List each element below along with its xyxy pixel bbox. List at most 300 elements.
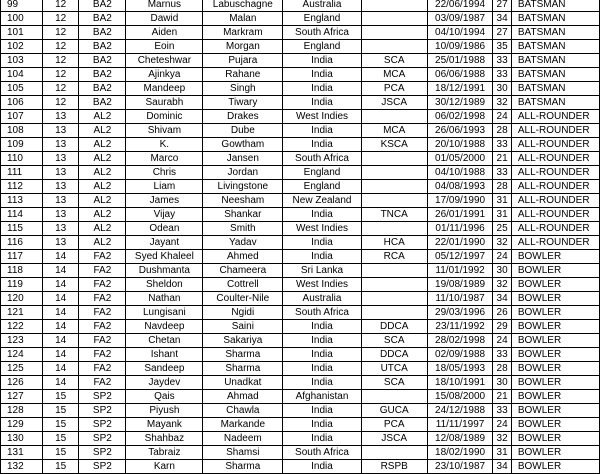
- sr-no-cell: 108: [1, 124, 43, 138]
- state-association-cell: [361, 152, 427, 166]
- table-row: [1, 404, 600, 418]
- set-code-cell: AL2: [79, 194, 126, 208]
- surname-cell: Drakes: [203, 110, 283, 124]
- dob-cell: 19/08/1989: [427, 278, 493, 292]
- dob-cell: 04/10/1988: [427, 166, 493, 180]
- table-row: [1, 194, 600, 208]
- specialism-cell: BOWLER: [511, 250, 599, 264]
- table-row: [1, 236, 600, 250]
- dob-cell: 24/12/1988: [427, 404, 493, 418]
- surname-cell: Yadav: [203, 236, 283, 250]
- sr-no-cell: 130: [1, 432, 43, 446]
- sr-no-cell: 102: [1, 40, 43, 54]
- first-name-cell: Ishant: [126, 348, 203, 362]
- set-no-cell: 14: [42, 306, 78, 320]
- first-name-cell: Lungisani: [126, 306, 203, 320]
- specialism-cell: ALL-ROUNDER: [511, 110, 599, 124]
- first-name-cell: Odean: [126, 222, 203, 236]
- state-association-cell: DDCA: [361, 320, 427, 334]
- sr-no-cell: 132: [1, 460, 43, 474]
- specialism-cell: BOWLER: [511, 292, 599, 306]
- specialism-cell: BATSMAN: [511, 0, 599, 12]
- set-no-cell: 15: [42, 418, 78, 432]
- set-no-cell: 14: [42, 320, 78, 334]
- table-row: [1, 0, 600, 12]
- country-cell: Australia: [283, 0, 361, 12]
- country-cell: India: [283, 68, 361, 82]
- age-cell: 33: [493, 166, 511, 180]
- surname-cell: Dube: [203, 124, 283, 138]
- state-association-cell: [361, 292, 427, 306]
- age-cell: 34: [493, 12, 511, 26]
- set-code-cell: SP2: [79, 460, 126, 474]
- surname-cell: Sharma: [203, 348, 283, 362]
- specialism-cell: BOWLER: [511, 432, 599, 446]
- state-association-cell: SCA: [361, 376, 427, 390]
- table-row: [1, 348, 600, 362]
- dob-cell: 18/10/1991: [427, 376, 493, 390]
- surname-cell: Shankar: [203, 208, 283, 222]
- first-name-cell: Cheteshwar: [126, 54, 203, 68]
- set-no-cell: 13: [42, 166, 78, 180]
- set-code-cell: BA2: [79, 68, 126, 82]
- surname-cell: Ngidi: [203, 306, 283, 320]
- first-name-cell: Navdeep: [126, 320, 203, 334]
- table-row: [1, 68, 600, 82]
- surname-cell: Saini: [203, 320, 283, 334]
- age-cell: 33: [493, 138, 511, 152]
- sr-no-cell: 107: [1, 110, 43, 124]
- surname-cell: Singh: [203, 82, 283, 96]
- surname-cell: Ahmed: [203, 250, 283, 264]
- set-no-cell: 12: [42, 26, 78, 40]
- dob-cell: 22/06/1994: [427, 0, 493, 12]
- specialism-cell: BATSMAN: [511, 12, 599, 26]
- state-association-cell: [361, 0, 427, 12]
- sr-no-cell: 115: [1, 222, 43, 236]
- specialism-cell: BOWLER: [511, 278, 599, 292]
- state-association-cell: HCA: [361, 236, 427, 250]
- set-no-cell: 15: [42, 460, 78, 474]
- surname-cell: Nadeem: [203, 432, 283, 446]
- country-cell: England: [283, 40, 361, 54]
- dob-cell: 06/02/1998: [427, 110, 493, 124]
- specialism-cell: BOWLER: [511, 418, 599, 432]
- surname-cell: Sharma: [203, 460, 283, 474]
- dob-cell: 10/09/1986: [427, 40, 493, 54]
- first-name-cell: Sandeep: [126, 362, 203, 376]
- first-name-cell: Eoin: [126, 40, 203, 54]
- first-name-cell: Dominic: [126, 110, 203, 124]
- surname-cell: Gowtham: [203, 138, 283, 152]
- set-code-cell: FA2: [79, 306, 126, 320]
- country-cell: India: [283, 250, 361, 264]
- state-association-cell: [361, 264, 427, 278]
- set-code-cell: FA2: [79, 362, 126, 376]
- dob-cell: 06/06/1988: [427, 68, 493, 82]
- set-no-cell: 13: [42, 180, 78, 194]
- table-row: [1, 264, 600, 278]
- set-no-cell: 12: [42, 0, 78, 12]
- set-code-cell: AL2: [79, 180, 126, 194]
- country-cell: Sri Lanka: [283, 264, 361, 278]
- age-cell: 30: [493, 376, 511, 390]
- set-no-cell: 12: [42, 54, 78, 68]
- surname-cell: Sharma: [203, 362, 283, 376]
- set-no-cell: 14: [42, 348, 78, 362]
- sr-no-cell: 111: [1, 166, 43, 180]
- sr-no-cell: 128: [1, 404, 43, 418]
- first-name-cell: Vijay: [126, 208, 203, 222]
- table-row: [1, 376, 600, 390]
- sr-no-cell: 118: [1, 264, 43, 278]
- country-cell: India: [283, 334, 361, 348]
- dob-cell: 01/11/1996: [427, 222, 493, 236]
- set-code-cell: FA2: [79, 278, 126, 292]
- state-association-cell: SCA: [361, 334, 427, 348]
- table-row: [1, 26, 600, 40]
- specialism-cell: BOWLER: [511, 320, 599, 334]
- sr-no-cell: 125: [1, 362, 43, 376]
- set-no-cell: 13: [42, 236, 78, 250]
- first-name-cell: Mayank: [126, 418, 203, 432]
- dob-cell: 01/05/2000: [427, 152, 493, 166]
- age-cell: 21: [493, 152, 511, 166]
- sr-no-cell: 100: [1, 12, 43, 26]
- table-row: [1, 138, 600, 152]
- set-no-cell: 13: [42, 222, 78, 236]
- age-cell: 21: [493, 390, 511, 404]
- surname-cell: Shamsi: [203, 446, 283, 460]
- table-row: [1, 124, 600, 138]
- dob-cell: 02/09/1988: [427, 348, 493, 362]
- set-code-cell: AL2: [79, 152, 126, 166]
- age-cell: 28: [493, 124, 511, 138]
- sr-no-cell: 124: [1, 348, 43, 362]
- surname-cell: Jordan: [203, 166, 283, 180]
- table-row: [1, 446, 600, 460]
- first-name-cell: Marco: [126, 152, 203, 166]
- age-cell: 33: [493, 68, 511, 82]
- set-code-cell: AL2: [79, 208, 126, 222]
- state-association-cell: UTCA: [361, 362, 427, 376]
- set-code-cell: SP2: [79, 390, 126, 404]
- set-code-cell: BA2: [79, 12, 126, 26]
- surname-cell: Markram: [203, 26, 283, 40]
- set-code-cell: BA2: [79, 26, 126, 40]
- state-association-cell: [361, 12, 427, 26]
- state-association-cell: KSCA: [361, 138, 427, 152]
- first-name-cell: Piyush: [126, 404, 203, 418]
- specialism-cell: BOWLER: [511, 264, 599, 278]
- set-code-cell: FA2: [79, 334, 126, 348]
- age-cell: 32: [493, 432, 511, 446]
- dob-cell: 25/01/1988: [427, 54, 493, 68]
- sr-no-cell: 123: [1, 334, 43, 348]
- age-cell: 31: [493, 208, 511, 222]
- sr-no-cell: 121: [1, 306, 43, 320]
- specialism-cell: ALL-ROUNDER: [511, 194, 599, 208]
- table-row: [1, 208, 600, 222]
- state-association-cell: JSCA: [361, 96, 427, 110]
- set-code-cell: AL2: [79, 166, 126, 180]
- set-code-cell: SP2: [79, 404, 126, 418]
- specialism-cell: ALL-ROUNDER: [511, 166, 599, 180]
- country-cell: South Africa: [283, 446, 361, 460]
- country-cell: England: [283, 12, 361, 26]
- set-no-cell: 14: [42, 334, 78, 348]
- age-cell: 32: [493, 278, 511, 292]
- dob-cell: 18/05/1993: [427, 362, 493, 376]
- dob-cell: 28/02/1998: [427, 334, 493, 348]
- first-name-cell: Karn: [126, 460, 203, 474]
- dob-cell: 20/10/1988: [427, 138, 493, 152]
- specialism-cell: BOWLER: [511, 390, 599, 404]
- first-name-cell: Liam: [126, 180, 203, 194]
- set-code-cell: SP2: [79, 432, 126, 446]
- country-cell: India: [283, 348, 361, 362]
- state-association-cell: [361, 40, 427, 54]
- set-code-cell: FA2: [79, 250, 126, 264]
- state-association-cell: [361, 278, 427, 292]
- dob-cell: 30/12/1989: [427, 96, 493, 110]
- age-cell: 33: [493, 54, 511, 68]
- dob-cell: 23/11/1992: [427, 320, 493, 334]
- first-name-cell: Syed Khaleel: [126, 250, 203, 264]
- set-code-cell: BA2: [79, 40, 126, 54]
- dob-cell: 18/12/1991: [427, 82, 493, 96]
- country-cell: India: [283, 236, 361, 250]
- set-code-cell: BA2: [79, 82, 126, 96]
- age-cell: 28: [493, 362, 511, 376]
- state-association-cell: TNCA: [361, 208, 427, 222]
- specialism-cell: BOWLER: [511, 348, 599, 362]
- table-row: [1, 460, 600, 474]
- specialism-cell: BATSMAN: [511, 82, 599, 96]
- first-name-cell: Aiden: [126, 26, 203, 40]
- first-name-cell: Chris: [126, 166, 203, 180]
- set-no-cell: 15: [42, 404, 78, 418]
- country-cell: India: [283, 124, 361, 138]
- surname-cell: Livingstone: [203, 180, 283, 194]
- dob-cell: 26/01/1991: [427, 208, 493, 222]
- age-cell: 24: [493, 110, 511, 124]
- sr-no-cell: 114: [1, 208, 43, 222]
- sr-no-cell: 103: [1, 54, 43, 68]
- first-name-cell: Shahbaz: [126, 432, 203, 446]
- specialism-cell: BOWLER: [511, 460, 599, 474]
- state-association-cell: [361, 166, 427, 180]
- surname-cell: Neesham: [203, 194, 283, 208]
- set-code-cell: AL2: [79, 124, 126, 138]
- first-name-cell: James: [126, 194, 203, 208]
- first-name-cell: Jayant: [126, 236, 203, 250]
- country-cell: South Africa: [283, 306, 361, 320]
- sr-no-cell: 113: [1, 194, 43, 208]
- set-no-cell: 15: [42, 432, 78, 446]
- specialism-cell: BATSMAN: [511, 26, 599, 40]
- specialism-cell: BATSMAN: [511, 40, 599, 54]
- set-code-cell: FA2: [79, 376, 126, 390]
- sr-no-cell: 99: [1, 0, 43, 12]
- surname-cell: Cottrell: [203, 278, 283, 292]
- state-association-cell: [361, 180, 427, 194]
- country-cell: India: [283, 362, 361, 376]
- table-row: [1, 96, 600, 110]
- dob-cell: 11/01/1992: [427, 264, 493, 278]
- state-association-cell: GUCA: [361, 404, 427, 418]
- set-no-cell: 14: [42, 278, 78, 292]
- country-cell: India: [283, 460, 361, 474]
- surname-cell: Chameera: [203, 264, 283, 278]
- surname-cell: Ahmad: [203, 390, 283, 404]
- surname-cell: Malan: [203, 12, 283, 26]
- state-association-cell: [361, 222, 427, 236]
- dob-cell: 23/10/1987: [427, 460, 493, 474]
- table-row: [1, 306, 600, 320]
- specialism-cell: ALL-ROUNDER: [511, 124, 599, 138]
- country-cell: West Indies: [283, 110, 361, 124]
- age-cell: 33: [493, 348, 511, 362]
- surname-cell: Morgan: [203, 40, 283, 54]
- table-row: [1, 82, 600, 96]
- sr-no-cell: 131: [1, 446, 43, 460]
- country-cell: India: [283, 404, 361, 418]
- set-code-cell: BA2: [79, 0, 126, 12]
- set-code-cell: AL2: [79, 222, 126, 236]
- table-row: [1, 390, 600, 404]
- set-no-cell: 12: [42, 68, 78, 82]
- sr-no-cell: 119: [1, 278, 43, 292]
- surname-cell: Markande: [203, 418, 283, 432]
- country-cell: India: [283, 432, 361, 446]
- state-association-cell: JSCA: [361, 432, 427, 446]
- set-no-cell: 14: [42, 376, 78, 390]
- specialism-cell: ALL-ROUNDER: [511, 222, 599, 236]
- state-association-cell: MCA: [361, 68, 427, 82]
- sr-no-cell: 109: [1, 138, 43, 152]
- first-name-cell: Sheldon: [126, 278, 203, 292]
- state-association-cell: [361, 194, 427, 208]
- age-cell: 30: [493, 82, 511, 96]
- sr-no-cell: 126: [1, 376, 43, 390]
- first-name-cell: K.: [126, 138, 203, 152]
- dob-cell: 11/10/1987: [427, 292, 493, 306]
- dob-cell: 04/10/1994: [427, 26, 493, 40]
- set-no-cell: 12: [42, 12, 78, 26]
- state-association-cell: RCA: [361, 250, 427, 264]
- set-code-cell: BA2: [79, 54, 126, 68]
- state-association-cell: PCA: [361, 82, 427, 96]
- country-cell: India: [283, 82, 361, 96]
- state-association-cell: [361, 110, 427, 124]
- surname-cell: Smith: [203, 222, 283, 236]
- table-row: [1, 250, 600, 264]
- age-cell: 35: [493, 40, 511, 54]
- dob-cell: 15/08/2000: [427, 390, 493, 404]
- specialism-cell: ALL-ROUNDER: [511, 180, 599, 194]
- first-name-cell: Ajinkya: [126, 68, 203, 82]
- set-code-cell: FA2: [79, 320, 126, 334]
- dob-cell: 03/09/1987: [427, 12, 493, 26]
- table-row: [1, 320, 600, 334]
- first-name-cell: Saurabh: [126, 96, 203, 110]
- specialism-cell: ALL-ROUNDER: [511, 236, 599, 250]
- country-cell: South Africa: [283, 26, 361, 40]
- dob-cell: 12/08/1989: [427, 432, 493, 446]
- table-row: [1, 180, 600, 194]
- table-row: [1, 12, 600, 26]
- table-row: [1, 110, 600, 124]
- age-cell: 26: [493, 306, 511, 320]
- set-no-cell: 12: [42, 40, 78, 54]
- specialism-cell: ALL-ROUNDER: [511, 138, 599, 152]
- sr-no-cell: 122: [1, 320, 43, 334]
- age-cell: 31: [493, 446, 511, 460]
- country-cell: Australia: [283, 292, 361, 306]
- country-cell: India: [283, 376, 361, 390]
- set-code-cell: SP2: [79, 418, 126, 432]
- dob-cell: 26/06/1993: [427, 124, 493, 138]
- set-no-cell: 14: [42, 362, 78, 376]
- specialism-cell: BOWLER: [511, 446, 599, 460]
- surname-cell: Coulter-Nile: [203, 292, 283, 306]
- state-association-cell: DDCA: [361, 348, 427, 362]
- table-row: [1, 278, 600, 292]
- country-cell: West Indies: [283, 278, 361, 292]
- age-cell: 34: [493, 460, 511, 474]
- sr-no-cell: 106: [1, 96, 43, 110]
- sr-no-cell: 117: [1, 250, 43, 264]
- surname-cell: Pujara: [203, 54, 283, 68]
- state-association-cell: PCA: [361, 418, 427, 432]
- specialism-cell: BATSMAN: [511, 54, 599, 68]
- specialism-cell: BOWLER: [511, 334, 599, 348]
- sr-no-cell: 101: [1, 26, 43, 40]
- surname-cell: Chawla: [203, 404, 283, 418]
- surname-cell: Unadkat: [203, 376, 283, 390]
- table-row: [1, 40, 600, 54]
- set-code-cell: FA2: [79, 348, 126, 362]
- sr-no-cell: 120: [1, 292, 43, 306]
- first-name-cell: Dawid: [126, 12, 203, 26]
- specialism-cell: BATSMAN: [511, 68, 599, 82]
- country-cell: India: [283, 208, 361, 222]
- specialism-cell: BOWLER: [511, 362, 599, 376]
- specialism-cell: ALL-ROUNDER: [511, 152, 599, 166]
- surname-cell: Tiwary: [203, 96, 283, 110]
- first-name-cell: Shivam: [126, 124, 203, 138]
- set-no-cell: 13: [42, 110, 78, 124]
- table-row: [1, 334, 600, 348]
- first-name-cell: Chetan: [126, 334, 203, 348]
- dob-cell: 22/01/1990: [427, 236, 493, 250]
- set-code-cell: AL2: [79, 138, 126, 152]
- dob-cell: 11/11/1997: [427, 418, 493, 432]
- state-association-cell: SCA: [361, 54, 427, 68]
- table-row: [1, 222, 600, 236]
- age-cell: 27: [493, 0, 511, 12]
- first-name-cell: Jaydev: [126, 376, 203, 390]
- country-cell: South Africa: [283, 152, 361, 166]
- set-no-cell: 14: [42, 250, 78, 264]
- set-code-cell: SP2: [79, 446, 126, 460]
- state-association-cell: RSPB: [361, 460, 427, 474]
- age-cell: 24: [493, 250, 511, 264]
- set-no-cell: 12: [42, 82, 78, 96]
- first-name-cell: Tabraiz: [126, 446, 203, 460]
- set-no-cell: 13: [42, 208, 78, 222]
